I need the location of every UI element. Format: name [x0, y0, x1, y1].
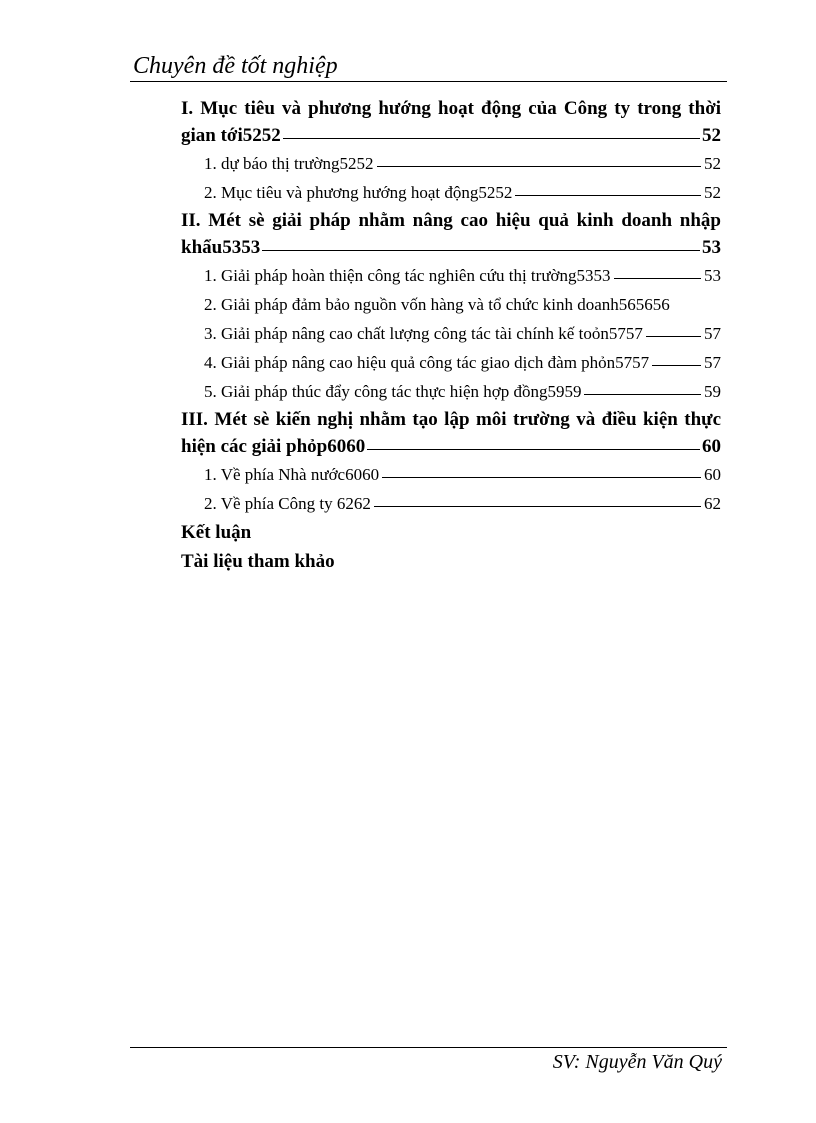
toc-item-page: 52	[704, 183, 721, 202]
toc-conclusion[interactable]: Kết luận	[181, 522, 252, 543]
page-header-title: Chuyên đề tốt nghiệp	[133, 53, 338, 79]
toc-section-1-title-line2: gian tới5252	[181, 125, 281, 146]
toc-section-1-title-line1: I. Mục tiêu và phương hướng hoạt động của Công ty trong thời	[181, 98, 721, 119]
toc-section-2-page: 53	[702, 237, 721, 258]
leader-line	[584, 394, 701, 395]
toc-section-3-title-line2: hiện các giải phỏp6060	[181, 436, 366, 457]
toc-item-text: 2. Về phía Công ty 6262	[204, 494, 371, 513]
toc-item-text: 3. Giải pháp nâng cao chất lượng công tác tài chính kế toỏn5757	[204, 324, 643, 343]
toc-section-1[interactable]	[181, 95, 721, 149]
leader-line	[377, 166, 701, 167]
toc-item-page: 57	[704, 353, 721, 372]
table-of-contents	[181, 95, 721, 576]
toc-section-3[interactable]	[181, 406, 721, 460]
toc-section-2-title-line1: II. Mét sè giải pháp nhằm nâng cao hiệu quả kinh doanh nhập	[181, 210, 721, 231]
toc-item-text: 1. Giải pháp hoàn thiện công tác nghiên cứu thị trường5353	[204, 266, 611, 285]
footer-divider	[130, 1047, 727, 1048]
leader-line	[614, 278, 701, 279]
toc-item-text: 1. dự báo thị trường5252	[204, 154, 374, 173]
toc-item-page: 56	[652, 295, 670, 314]
toc-item-text: 2. Mục tiêu và phương hướng hoạt động5252	[204, 183, 513, 202]
toc-item-page: 57	[704, 324, 721, 343]
leader-line	[646, 336, 701, 337]
toc-section-2-title-line2: khẩu5353	[181, 237, 261, 258]
toc-item-page: 62	[704, 494, 721, 513]
toc-item-2-1[interactable]	[181, 261, 721, 290]
toc-item-text: 1. Về phía Nhà nước6060	[204, 465, 380, 484]
leader-line	[515, 195, 701, 196]
leader-line	[367, 449, 700, 450]
toc-section-3-title-line1: III. Mét sè kiến nghị nhằm tạo lập môi trường và điều kiện thực	[181, 409, 721, 430]
toc-item-text: 2. Giải pháp đảm bảo nguồn vốn hàng và tổ chức kinh doanh5656	[204, 295, 653, 314]
toc-item-3-2[interactable]	[181, 489, 721, 518]
toc-item-2-3[interactable]	[181, 319, 721, 348]
toc-item-2-2[interactable]	[181, 290, 721, 319]
toc-item-text: 5. Giải pháp thúc đẩy công tác thực hiện hợp đồng5959	[204, 382, 582, 401]
toc-item-page: 59	[704, 382, 721, 401]
toc-section-1-page: 52	[702, 125, 721, 146]
leader-line	[652, 365, 701, 366]
toc-item-page: 52	[704, 154, 721, 173]
toc-section-3-page: 60	[702, 436, 721, 457]
leader-line	[374, 506, 701, 507]
footer-author: SV: Nguyễn Văn Quý	[552, 1051, 722, 1073]
toc-item-page: 60	[704, 465, 721, 484]
toc-item-2-5[interactable]	[181, 377, 721, 406]
toc-item-1-2[interactable]	[181, 178, 721, 207]
toc-item-page: 53	[704, 266, 721, 285]
toc-item-2-4[interactable]	[181, 348, 721, 377]
toc-item-text: 4. Giải pháp nâng cao hiệu quả công tác giao dịch đàm phỏn5757	[204, 353, 650, 372]
leader-line	[283, 138, 700, 139]
toc-item-3-1[interactable]	[181, 460, 721, 489]
toc-references[interactable]: Tài liệu tham khảo	[181, 551, 335, 572]
header-divider	[130, 81, 727, 82]
leader-line	[262, 250, 700, 251]
toc-item-1-1[interactable]	[181, 149, 721, 178]
toc-section-2[interactable]	[181, 207, 721, 261]
leader-line	[382, 477, 701, 478]
